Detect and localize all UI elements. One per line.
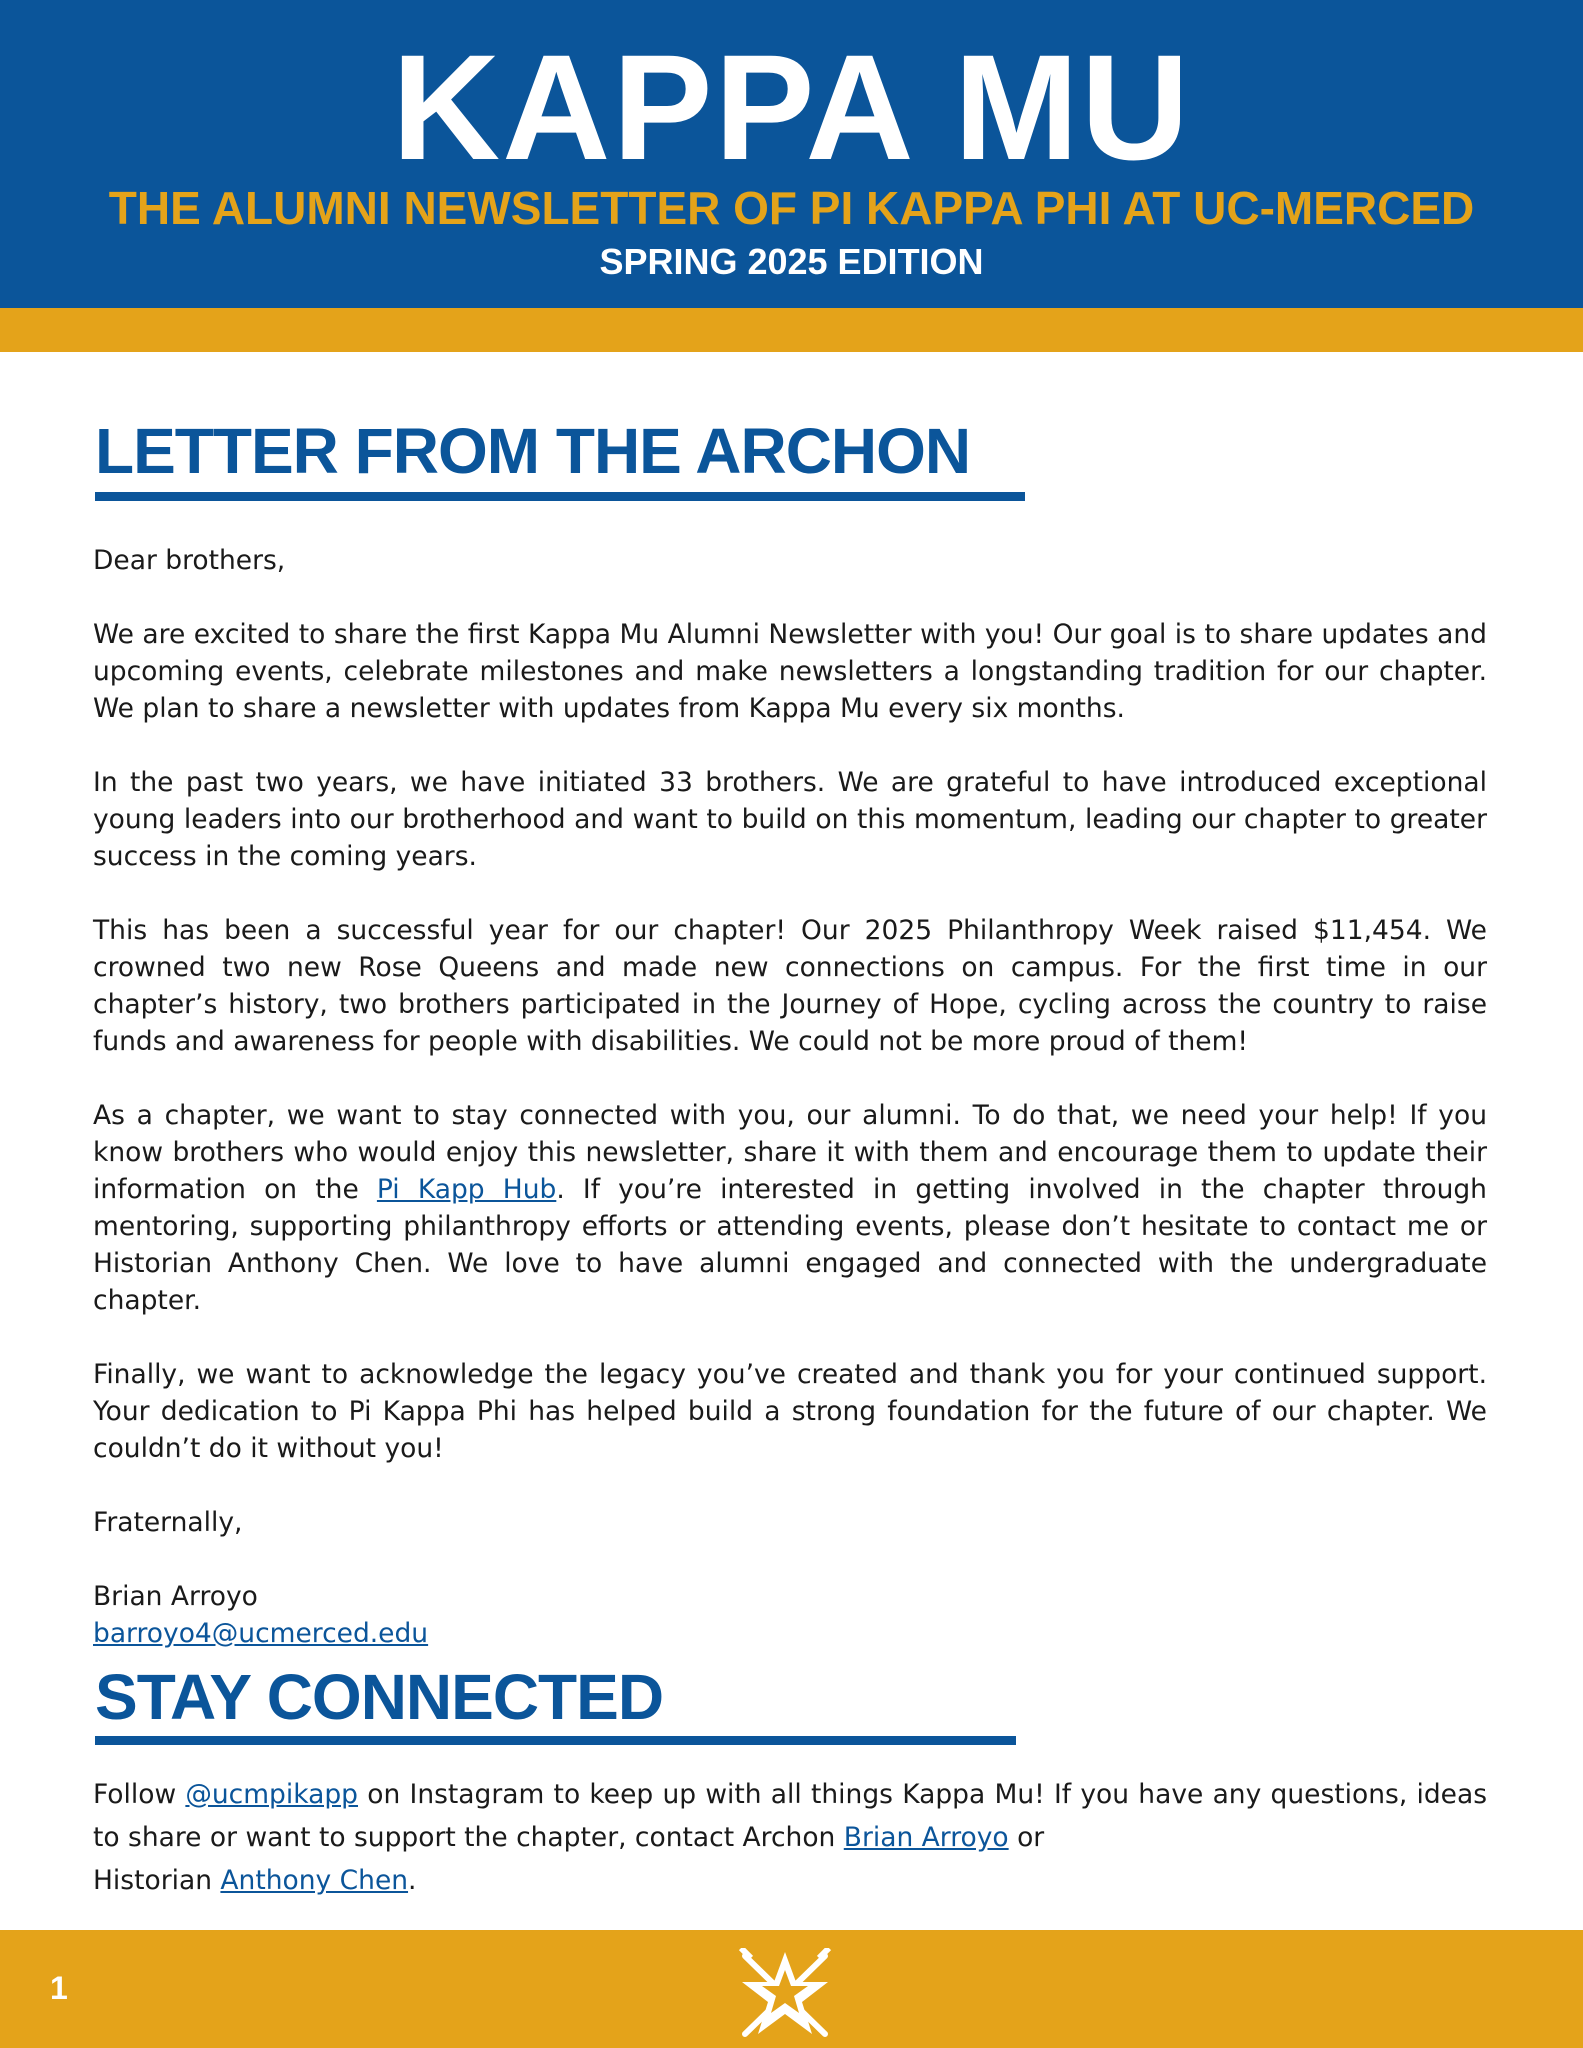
signer-email-line xyxy=(93,1615,1487,1652)
edition-label: SPRING 2025 EDITION xyxy=(599,241,984,282)
connect-heading-rule xyxy=(95,1736,1016,1745)
letter-paragraph-5: Finally, we want to acknowledge the legacy you’ve created and thank you for your continued support. Your dedication to Pi Kappa Phi has helped build a strong foundation for the future of our chapter. We couldn’t do it without you! xyxy=(93,1359,1487,1464)
letter-paragraph-3: This has been a successful year for our chapter! Our 2025 Philanthropy Week raised $11,454. We crowned two new Rose Queens and made new connections on campus. For the first time in our chapter’s history, two brothers participated in the Journey of Hope, cycling across the country to raise funds and awareness for people with disabilities. We could not be more proud of them! xyxy=(93,915,1487,1057)
connect-text-4: Historian xyxy=(93,1865,221,1896)
star-crest-icon xyxy=(735,1948,835,2040)
letter-greeting: Dear brothers, xyxy=(93,545,286,576)
page-footer xyxy=(0,1930,1583,2048)
letter-paragraph-4-text-b: . If you’re interested in getting involved in the chapter through mentoring, supporting philanthropy efforts or attending events, please don’t hesitate to contact me or Historian Anthony Chen. We love to have alumni engaged and connected with the undergraduate chapter. xyxy=(93,1174,1487,1316)
letter-closing: Fraternally, xyxy=(93,1507,243,1538)
connect-text-5: . xyxy=(408,1865,417,1896)
archon-letter xyxy=(93,542,1487,1652)
signer-email-link[interactable]: barroyo4@ucmerced.edu xyxy=(93,1618,429,1649)
archon-contact-link[interactable]: Brian Arroyo xyxy=(843,1822,1009,1853)
header-gold-band xyxy=(0,308,1583,352)
historian-contact-link[interactable]: Anthony Chen xyxy=(220,1865,409,1896)
newsletter-title: KAPPA MU xyxy=(391,23,1192,191)
signer-name: Brian Arroyo xyxy=(93,1581,258,1612)
newsletter-subtitle: THE ALUMNI NEWSLETTER OF PI KAPPA PHI AT UC-MERCED xyxy=(108,182,1475,234)
page-number: 1 xyxy=(50,1970,68,2006)
letter-paragraph-4-text-a: As a chapter, we want to stay connected with you, our alumni. To do that, we need your help! If you know brothers who would enjoy this newsletter, share it with them and encourage them to update their information on the xyxy=(93,1100,1487,1205)
letter-heading: LETTER FROM THE ARCHON xyxy=(95,415,971,487)
connect-paragraph xyxy=(93,1773,1487,1902)
letter-heading-rule xyxy=(95,492,1025,501)
letter-paragraph-2: In the past two years, we have initiated 33 brothers. We are grateful to have introduced exceptional young leaders into our brotherhood and want to build on this momentum, leading our chapter to greater success in the coming years. xyxy=(93,767,1487,872)
instagram-link[interactable]: @ucmpikapp xyxy=(185,1779,359,1810)
connect-heading: STAY CONNECTED xyxy=(95,1661,664,1733)
connect-text-1: Follow xyxy=(93,1779,186,1810)
letter-paragraph-1: We are excited to share the first Kappa Mu Alumni Newsletter with you! Our goal is to share updates and upcoming events, celebrate milestones and make newsletters a longstanding tradition for our chapter. We plan to share a newsletter with updates from Kappa Mu every six months. xyxy=(93,619,1487,724)
connect-text-3: or xyxy=(1008,1822,1045,1853)
pi-kapp-hub-link[interactable]: Pi Kapp Hub xyxy=(376,1174,557,1205)
masthead xyxy=(0,0,1583,308)
letter-paragraph-4 xyxy=(93,1097,1487,1319)
connect-text-2: on Instagram to keep up with all things Kappa Mu! If you have any questions, ideas to share or want to support the chapter, contact Archon xyxy=(93,1779,1488,1853)
